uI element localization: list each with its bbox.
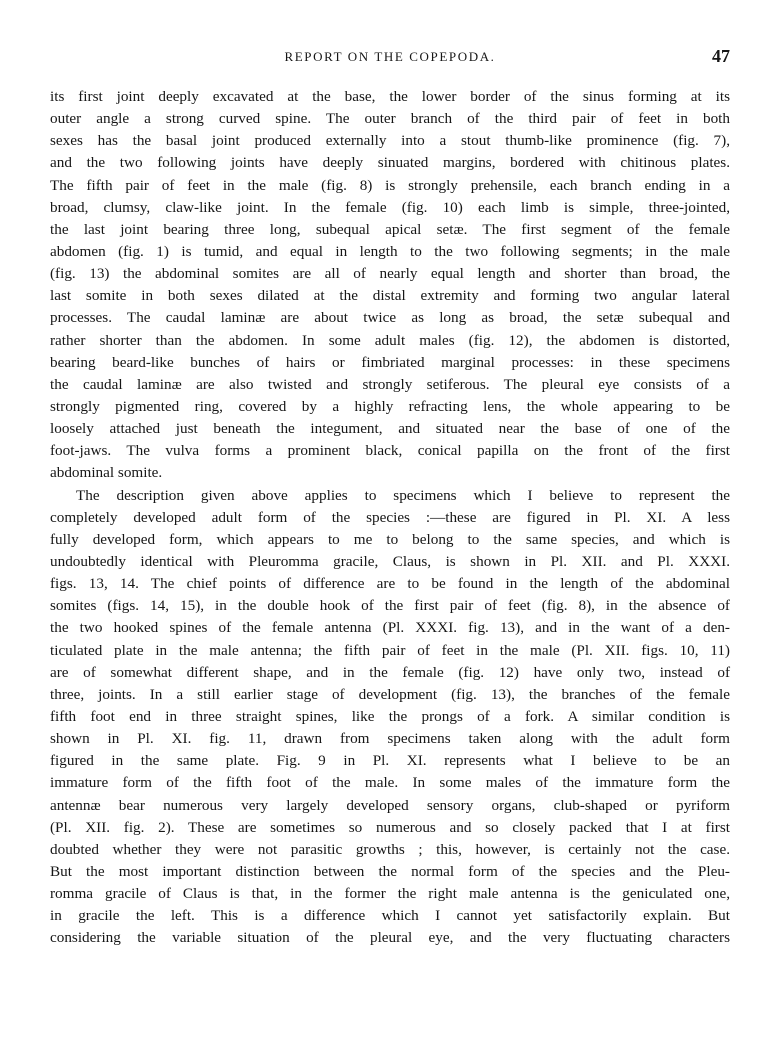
- text-line: its first joint deeply excavated at the base, the lower border of the sinus forming at its: [50, 88, 730, 105]
- text-line: considering the variable situation of the pleural eye, and the very fluctuating characters: [50, 929, 730, 947]
- text-line: three, joints. In a still earlier stage of development (fig. 13), the branches of the female: [50, 685, 730, 703]
- text-line: in gracile the left. This is a difference which I cannot yet satisfactorily explain. But: [50, 907, 730, 925]
- text-line: abdominal somite.: [50, 464, 163, 482]
- text-line: figured in the same plate. Fig. 9 in Pl. XI. represents what I believe to be an: [50, 752, 730, 770]
- text-line: outer angle a strong curved spine. The outer branch of the third pair of feet in both: [50, 110, 730, 128]
- paragraph-1: [50, 86, 730, 485]
- page-number: 47: [712, 46, 730, 66]
- text-line: and the two following joints have deeply sinuated margins, bordered with chitinous plates.: [50, 154, 730, 172]
- text-line: sexes has the basal joint produced externally into a stout thumb-like prominence (fig. 7),: [50, 132, 730, 150]
- text-line: the last joint bearing three long, subequal apical setæ. The first segment of the female: [50, 220, 730, 238]
- text-line: bearing beard-like bunches of hairs or fimbriated marginal processes: in these specimens: [50, 353, 730, 371]
- text-line: processes. The caudal laminæ are about twice as long as broad, the setæ subequal and: [50, 309, 730, 327]
- text-line: abdomen (fig. 1) is tumid, and equal in length to the two following segments; in the male: [50, 242, 730, 260]
- text-line: broad, clumsy, claw-like joint. In the female (fig. 10) each limb is simple, three-jointed,: [50, 198, 730, 216]
- text-line: figs. 13, 14. The chief points of difference are to be found in the length of the abdominal: [50, 575, 730, 593]
- text-line: fifth foot end in three straight spines, like the prongs of a fork. A similar condition is: [50, 707, 730, 725]
- text-line: immature form of the fifth foot of the male. In some males of the immature form the: [50, 774, 730, 792]
- text-line: But the most important distinction between the normal form of the species and the Pleu-: [50, 862, 730, 880]
- text-line: loosely attached just beneath the integument, and situated near the base of one of the: [50, 420, 730, 438]
- body-text: [50, 86, 730, 949]
- running-head: REPORT ON THE COPEPODA.: [284, 49, 496, 64]
- text-line: The fifth pair of feet in the male (fig. 8) is strongly prehensile, each branch ending in a: [50, 176, 730, 194]
- text-line: The description given above applies to specimens which I believe to represent the: [76, 486, 730, 504]
- text-line: strongly pigmented ring, covered by a highly refracting lens, the whole appearing to be: [50, 397, 730, 415]
- text-line: (fig. 13) the abdominal somites are all of nearly equal length and shorter than broad, the: [50, 265, 730, 283]
- text-line: fully developed form, which appears to me to belong to the same species, and which is: [50, 530, 730, 548]
- text-line: (Pl. XII. fig. 2). These are sometimes so numerous and so closely packed that I at first: [50, 818, 730, 836]
- text-line: antennæ bear numerous very largely developed sensory organs, club-shaped or pyriform: [50, 796, 730, 814]
- text-line: are of somewhat different shape, and in the female (fig. 12) have only two, instead of: [50, 663, 730, 681]
- text-line: completely developed adult form of the species :—these are figured in Pl. XI. A less: [50, 508, 730, 526]
- text-line: foot-jaws. The vulva forms a prominent black, conical papilla on the front of the first: [50, 442, 730, 460]
- text-line: somites (figs. 14, 15), in the double hook of the first pair of feet (fig. 8), in the absence of: [50, 597, 730, 615]
- text-line: rather shorter than the abdomen. In some adult males (fig. 12), the abdomen is distorted,: [50, 331, 730, 349]
- paragraph-2: [50, 485, 730, 950]
- text-line: shown in Pl. XI. fig. 11, drawn from specimens taken along with the adult form: [50, 730, 730, 748]
- text-line: undoubtedly identical with Pleuromma gracile, Claus, is shown in Pl. XII. and Pl. XXXI.: [50, 552, 730, 570]
- text-line: ticulated plate in the male antenna; the fifth pair of feet in the male (Pl. XII. figs. 10, 11): [50, 641, 730, 659]
- text-line: romma gracile of Claus is that, in the former the right male antenna is the geniculated one,: [50, 885, 730, 903]
- text-line: the caudal laminæ are also twisted and strongly setiferous. The pleural eye consists of a: [50, 375, 730, 393]
- page-header: [50, 46, 730, 70]
- text-line: last somite in both sexes dilated at the distal extremity and forming two angular lateral: [50, 287, 730, 305]
- text-line: doubted whether they were not parasitic growths ; this, however, is certainly not the case.: [50, 840, 730, 858]
- text-line: the two hooked spines of the female antenna (Pl. XXXI. fig. 13), and in the want of a den-: [50, 619, 730, 637]
